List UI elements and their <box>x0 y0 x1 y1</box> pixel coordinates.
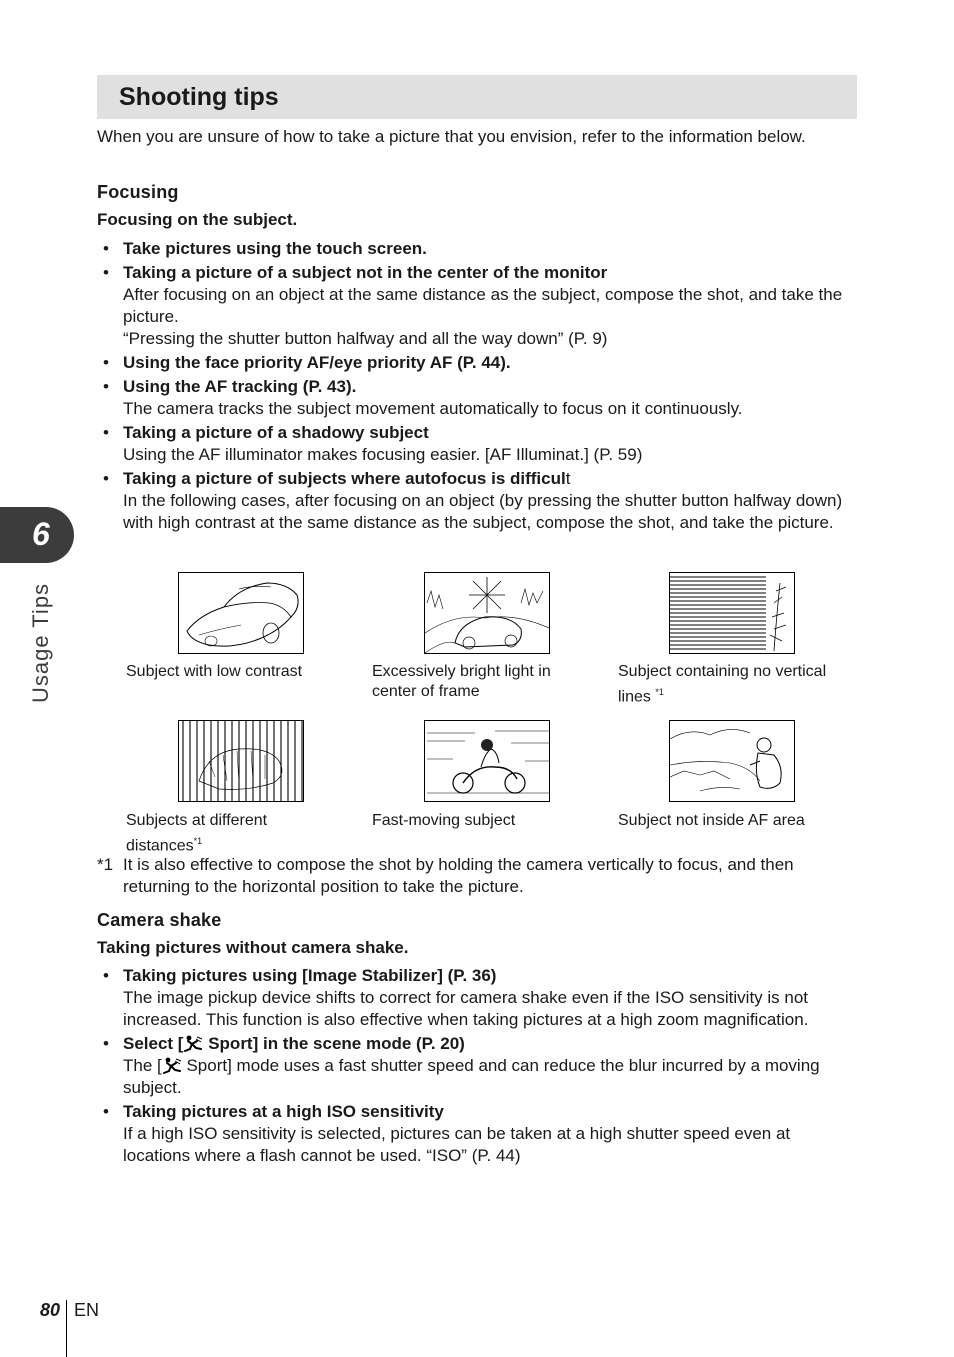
chapter-label <box>26 575 56 705</box>
footnote <box>97 854 857 898</box>
list-item <box>97 468 857 534</box>
item-title: Taking a picture of a subject not in the center of the monitor <box>123 263 608 282</box>
page-divider <box>66 1300 67 1357</box>
camera-shake-heading: Camera shake <box>97 910 222 930</box>
figure-caption <box>618 811 848 831</box>
bullet-mark: • <box>103 263 109 282</box>
item-desc: “Pressing the shutter button halfway and all the way down” (P. 9) <box>123 329 608 348</box>
focusing-list <box>97 238 857 536</box>
footnote-ref: *1 <box>193 836 203 846</box>
list-item <box>97 238 857 260</box>
item-desc <box>123 1055 833 1099</box>
low-contrast-car-illustration <box>178 572 304 654</box>
page-language: EN <box>74 1300 100 1320</box>
footnote-text: It is also effective to compose the shot by holding the camera vertically to focus, and then returning to the horizontal position to take the picture. <box>123 855 794 896</box>
bullet-mark: • <box>103 377 109 396</box>
item-title: Taking a picture of a shadowy subject <box>123 423 429 442</box>
chapter-tab <box>0 507 74 563</box>
camera-shake-list <box>97 965 857 1169</box>
item-desc: The image pickup device shifts to correct for camera shake even if the ISO sensitivity is not increased. This function is also effective when taking pictures at a high zoom magnification. <box>123 988 809 1029</box>
bullet-mark: • <box>103 423 109 442</box>
chapter-number: 6 <box>32 516 50 552</box>
figure-caption <box>372 811 602 831</box>
caption-text: Subject containing no vertical lines <box>618 663 827 706</box>
chapter-label-text: Usage Tips <box>28 582 53 703</box>
figure-caption <box>618 662 848 707</box>
horizontal-lines-illustration <box>669 572 795 654</box>
list-item <box>97 262 857 350</box>
item-desc: The camera tracks the subject movement automatically to focus on it continuously. <box>123 399 743 418</box>
item-title <box>123 468 857 490</box>
bullet-mark: • <box>103 239 109 258</box>
caption-text: Fast-moving subject <box>372 812 516 829</box>
page-title: Shooting tips <box>119 83 279 111</box>
bullet-mark: • <box>103 966 109 985</box>
bullet-mark: • <box>103 469 109 488</box>
list-item <box>97 1033 857 1099</box>
bullet-mark: • <box>103 1102 109 1121</box>
footnote-mark: *1 <box>97 855 114 874</box>
item-title: Using the face priority AF/eye priority AF (P. 44). <box>123 353 511 372</box>
item-title-post: Sport] in the scene mode (P. 20) <box>203 1034 465 1053</box>
item-desc: After focusing on an object at the same distance as the subject, compose the shot, and take the picture. <box>123 285 843 326</box>
figure-caption <box>372 662 582 702</box>
caption-text: Subject not inside AF area <box>618 812 805 829</box>
vertical-bars-tiger-illustration <box>178 720 304 802</box>
figure-caption <box>126 662 356 682</box>
motorcycle-illustration <box>424 720 550 802</box>
item-desc-post: Sport] mode uses a fast shutter speed and can reduce the blur incurred by a moving subject. <box>123 1056 820 1097</box>
bullet-mark: • <box>103 353 109 372</box>
item-title-main: Taking a picture of subjects where autofocus is difficul <box>123 469 566 488</box>
item-title <box>123 1033 857 1055</box>
item-title: Using the AF tracking (P. 43). <box>123 377 357 396</box>
camera-shake-subheading: Taking pictures without camera shake. <box>97 938 409 957</box>
caption-text: Excessively bright light in center of frame <box>372 663 551 700</box>
bullet-mark: • <box>103 1034 109 1053</box>
bright-light-car-illustration <box>424 572 550 654</box>
sport-icon <box>183 1035 203 1052</box>
list-item <box>97 965 857 1031</box>
intro-text: When you are unsure of how to take a picture that you envision, refer to the information below. <box>97 127 806 146</box>
caption-text: Subjects at different distances <box>126 812 268 855</box>
focusing-subheading: Focusing on the subject. <box>97 210 298 229</box>
figure-caption <box>126 811 316 856</box>
title-bar <box>97 75 857 119</box>
item-title: Taking pictures using [Image Stabilizer] (P. 36) <box>123 966 497 985</box>
list-item <box>97 352 857 374</box>
item-title: Take pictures using the touch screen. <box>123 239 427 258</box>
page-number: 80 <box>40 1300 61 1320</box>
person-outdoor-illustration <box>669 720 795 802</box>
item-desc-pre: The [ <box>123 1056 162 1075</box>
item-title-tail: t <box>565 469 571 488</box>
list-item <box>97 1101 857 1167</box>
footnote-ref: *1 <box>655 687 664 697</box>
sport-icon <box>162 1057 182 1074</box>
item-title: Taking pictures at a high ISO sensitivity <box>123 1102 444 1121</box>
focusing-heading: Focusing <box>97 182 179 202</box>
item-desc: If a high ISO sensitivity is selected, pictures can be taken at a high shutter speed even at locations where a flash cannot be used. “ISO” (P. 44) <box>123 1124 791 1165</box>
item-desc: Using the AF illuminator makes focusing easier. [AF Illuminat.] (P. 59) <box>123 445 643 464</box>
list-item <box>97 422 857 466</box>
item-title-pre: Select [ <box>123 1034 184 1053</box>
item-desc: In the following cases, after focusing on an object (by pressing the shutter button halfway down) with high contrast at the same distance as the subject, compose the shot, and take the picture. <box>123 491 843 532</box>
list-item <box>97 376 857 420</box>
caption-text: Subject with low contrast <box>126 663 303 680</box>
